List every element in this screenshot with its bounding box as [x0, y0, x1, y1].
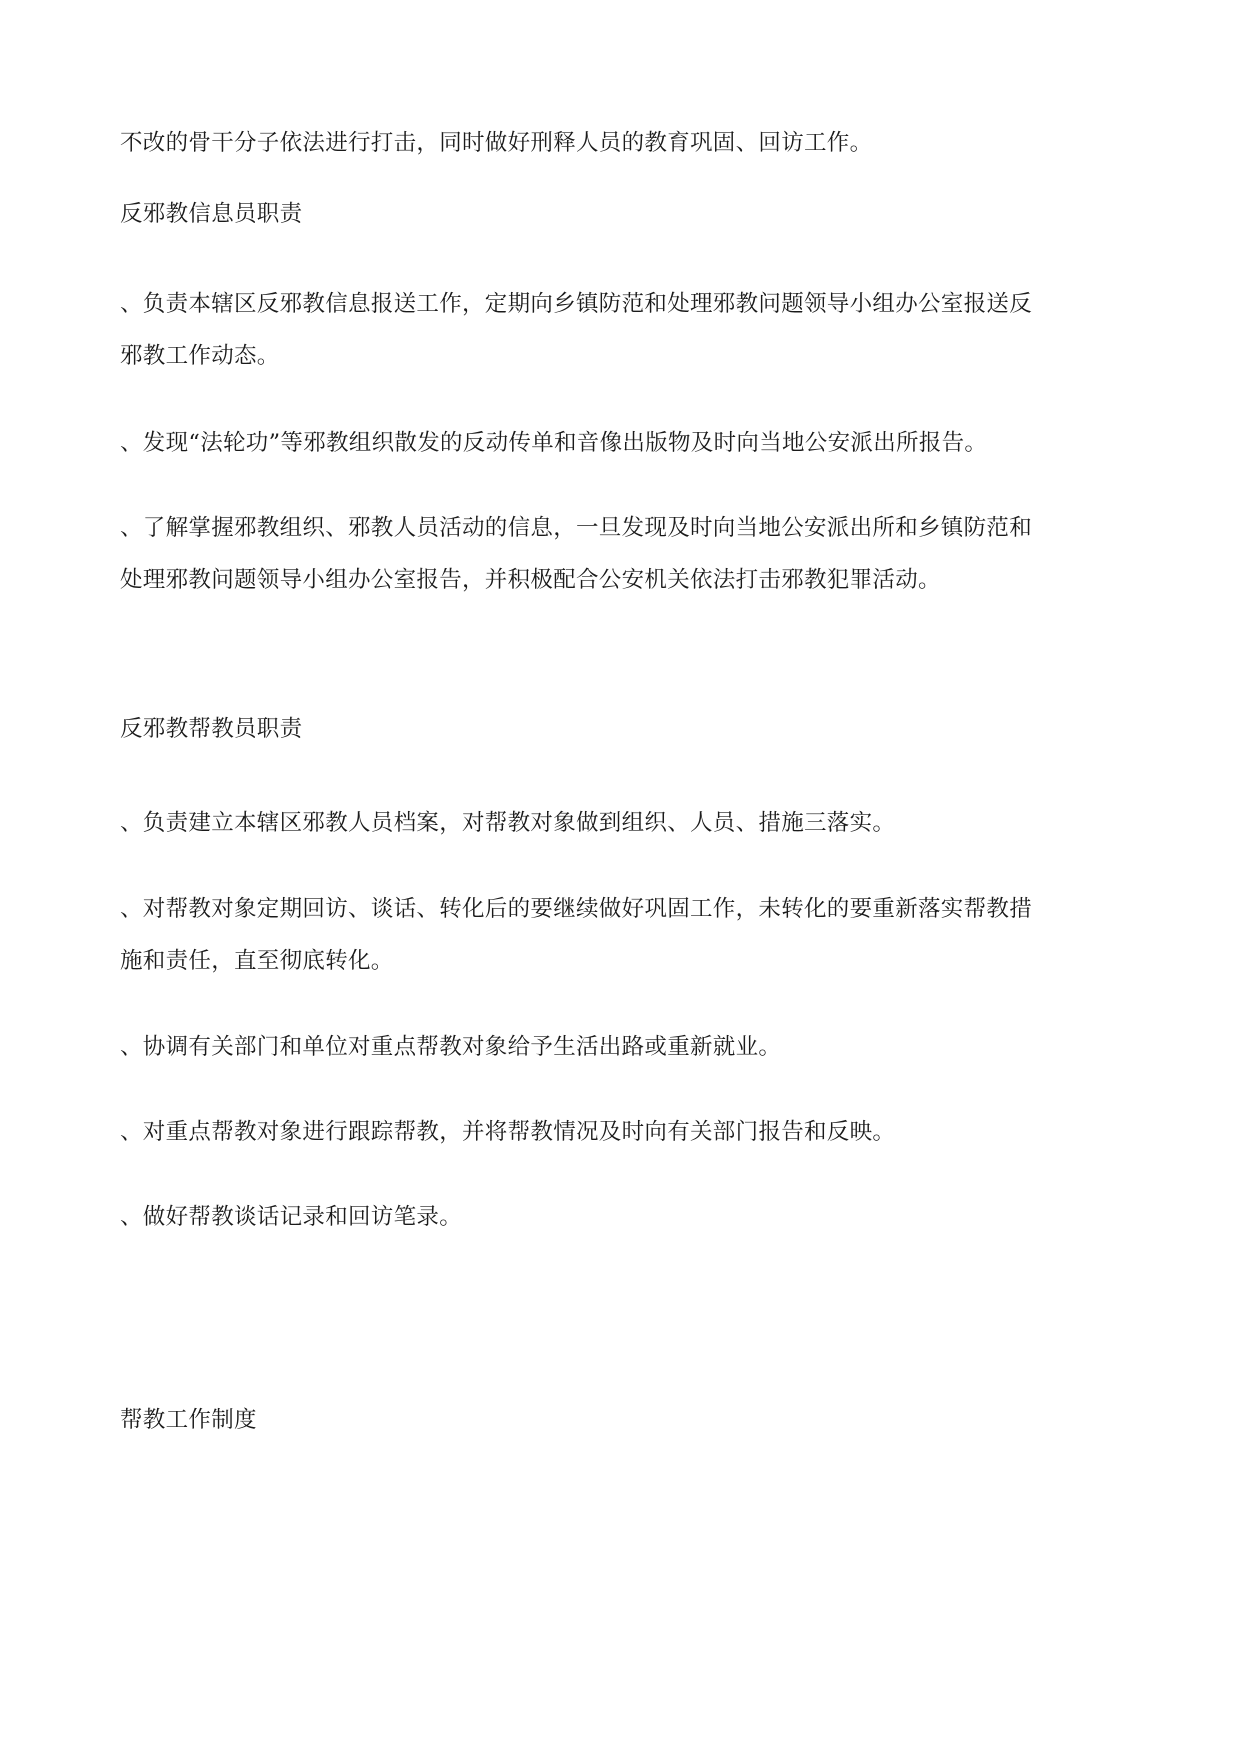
section-heading-informant-duties: 反邪教信息员职责 — [120, 201, 303, 227]
paragraph-line: 处理邪教问题领导小组办公室报告，并积极配合公安机关依法打击邪教犯罪活动。 — [120, 567, 941, 593]
paragraph-line: 、对重点帮教对象进行跟踪帮教，并将帮教情况及时向有关部门报告和反映。 — [120, 1119, 896, 1145]
paragraph-helper-duty-3 — [120, 1021, 1130, 1073]
paragraph-informant-duty-2 — [120, 417, 1130, 469]
paragraph-line: 、了解掌握邪教组织、邪教人员活动的信息，一旦发现及时向当地公安派出所和乡镇防范和 — [120, 515, 1033, 541]
paragraph-helper-duty-2 — [120, 883, 1130, 987]
paragraph-helper-duty-1 — [120, 797, 1130, 849]
paragraph-line: 、协调有关部门和单位对重点帮教对象给予生活出路或重新就业。 — [120, 1034, 782, 1060]
paragraph-informant-duty-3 — [120, 502, 1130, 606]
paragraph-helper-duty-4 — [120, 1106, 1130, 1158]
paragraph-line: 、负责本辖区反邪教信息报送工作，定期向乡镇防范和处理邪教问题领导小组办公室报送反 — [120, 291, 1033, 317]
paragraph-line: 、做好帮教谈话记录和回访笔录。 — [120, 1204, 463, 1230]
paragraph-line: 不改的骨干分子依法进行打击，同时做好刑释人员的教育巩固、回访工作。 — [120, 130, 873, 156]
paragraph-intro-continuation — [120, 117, 1130, 169]
paragraph-helper-duty-5 — [120, 1191, 1130, 1243]
paragraph-line: 邪教工作动态。 — [120, 343, 280, 369]
paragraph-line: 施和责任，直至彻底转化。 — [120, 948, 394, 974]
paragraph-line: 、对帮教对象定期回访、谈话、转化后的要继续做好巩固工作，未转化的要重新落实帮教措 — [120, 896, 1033, 922]
paragraph-informant-duty-1 — [120, 278, 1130, 382]
paragraph-line: 、负责建立本辖区邪教人员档案，对帮教对象做到组织、人员、措施三落实。 — [120, 810, 896, 836]
section-heading-helper-duties: 反邪教帮教员职责 — [120, 716, 303, 742]
paragraph-line: 、发现“法轮功”等邪教组织散发的反动传单和音像出版物及时向当地公安派出所报告。 — [120, 430, 988, 456]
section-heading-work-system: 帮教工作制度 — [120, 1407, 257, 1433]
